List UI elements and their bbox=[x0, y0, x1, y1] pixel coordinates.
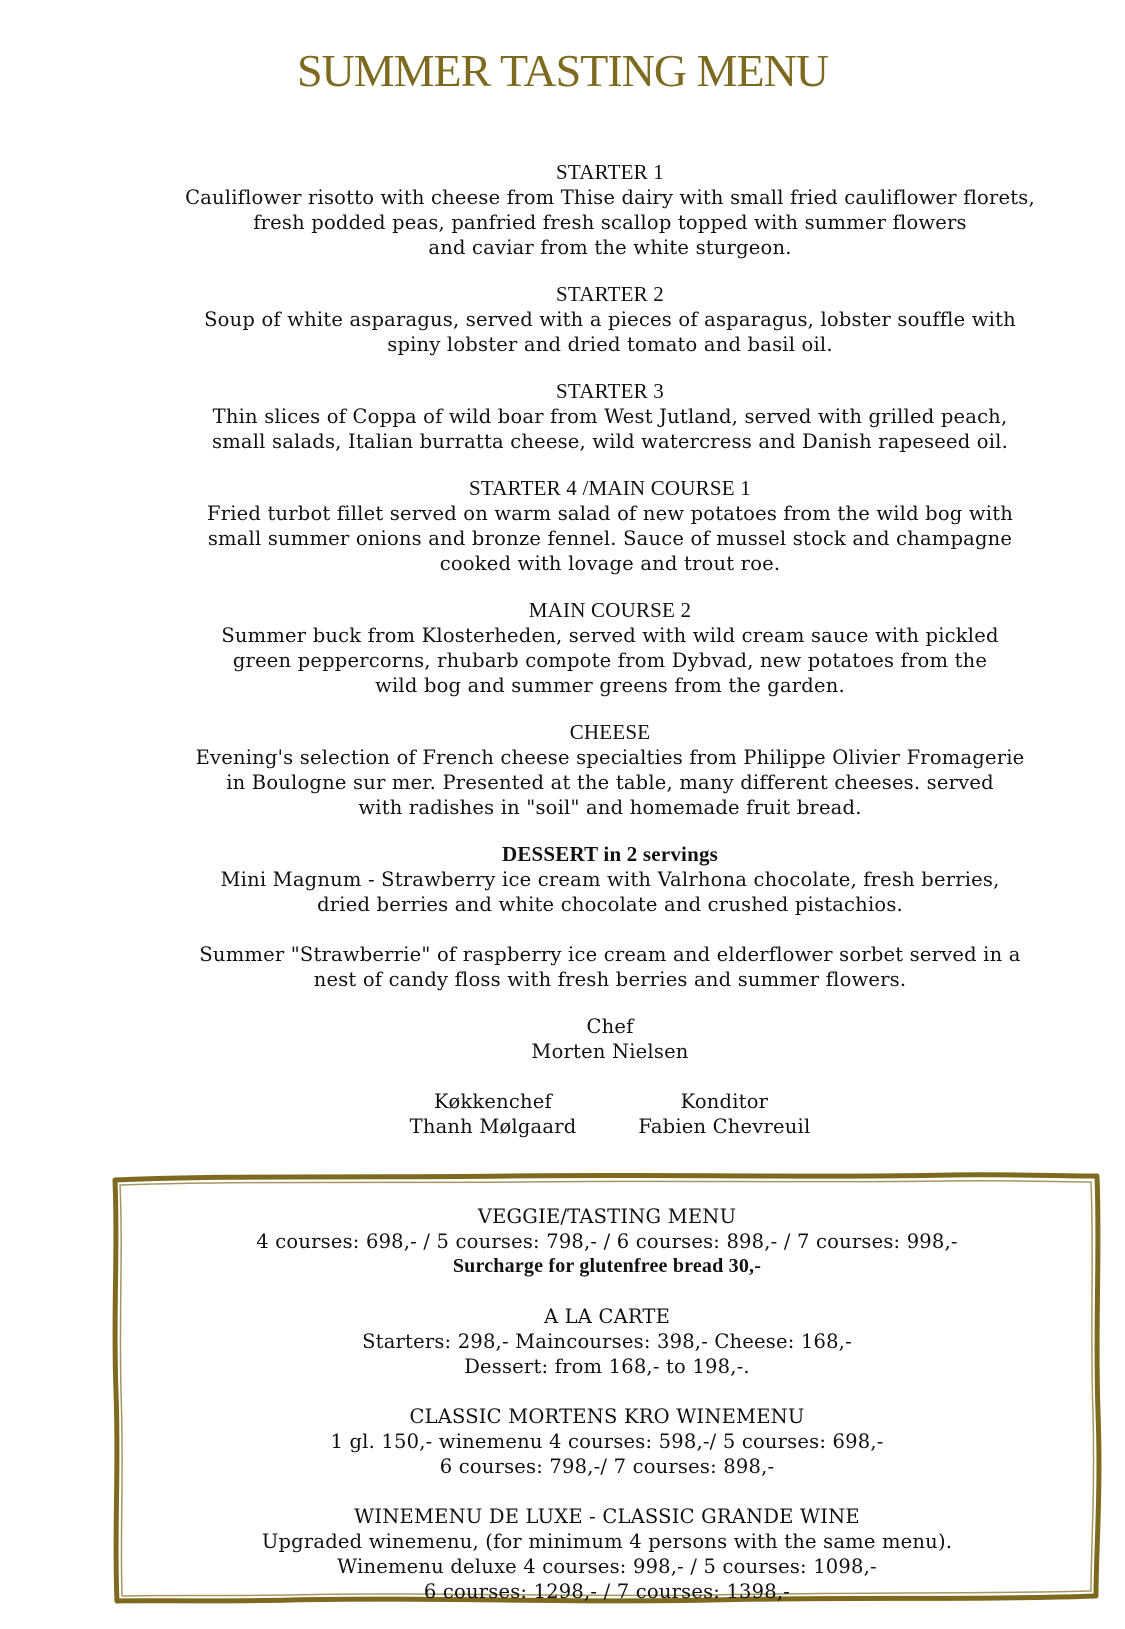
course-starter-2 bbox=[130, 282, 1090, 357]
course-heading: CHEESE bbox=[569, 720, 651, 744]
price-heading: VEGGIE/TASTING MENU bbox=[477, 1205, 737, 1228]
course-description: Mini Magnum - Strawberry ice cream with Valrhona chocolate, fresh berries, dried berries and white chocolate and crushed pistachios. bbox=[220, 868, 1000, 916]
course-description: Fried turbot fillet served on warm salad of new potatoes from the wild bog with small summer onions and bronze fennel. Sauce of mussel stock and champagne cooked with lovage and trout roe. bbox=[206, 502, 1014, 575]
staff-kitchen-chef bbox=[410, 1089, 577, 1139]
price-box bbox=[111, 1172, 1103, 1614]
course-description-second-serving: Summer "Strawberrie" of raspberry ice cream and elderflower sorbet served in a nest of candy floss with fresh berries and summer flowers. bbox=[199, 943, 1021, 991]
price-a-la-carte bbox=[111, 1304, 1103, 1379]
price-deluxe-winemenu bbox=[111, 1504, 1103, 1604]
menu-title: SUMMER TASTING MENU bbox=[296, 45, 829, 96]
course-starter-4-main-1 bbox=[130, 476, 1090, 576]
price-line: 1 gl. 150,- winemenu 4 courses: 598,-/ 5 courses: 698,- bbox=[330, 1430, 884, 1453]
course-heading: STARTER 3 bbox=[556, 379, 664, 403]
course-list bbox=[130, 160, 1090, 1139]
course-heading: MAIN COURSE 2 bbox=[528, 598, 692, 622]
price-line: Starters: 298,- Maincourses: 398,- Cheese: 168,- bbox=[362, 1330, 852, 1353]
course-heading: DESSERT in 2 servings bbox=[501, 842, 719, 866]
chef-name: Morten Nielsen bbox=[531, 1040, 689, 1063]
price-veggie-tasting bbox=[111, 1204, 1103, 1279]
course-description: Soup of white asparagus, served with a pieces of asparagus, lobster souffle with spiny lobster and dried tomato and basil oil. bbox=[204, 308, 1016, 356]
glutenfree-surcharge: Surcharge for glutenfree bread 30,- bbox=[452, 1255, 762, 1277]
staff-row bbox=[130, 1089, 1090, 1139]
price-line: Dessert: from 168,- to 198,-. bbox=[464, 1355, 750, 1378]
staff-name: Fabien Chevreuil bbox=[638, 1115, 811, 1138]
chef-signature bbox=[130, 1014, 1090, 1064]
price-heading: A LA CARTE bbox=[543, 1305, 671, 1328]
price-line: Winemenu deluxe 4 courses: 998,- / 5 courses: 1098,- bbox=[337, 1555, 877, 1578]
course-starter-1 bbox=[130, 160, 1090, 260]
staff-role: Køkkenchef bbox=[434, 1090, 552, 1113]
course-cheese bbox=[130, 720, 1090, 820]
price-line: 4 courses: 698,- / 5 courses: 798,- / 6 courses: 898,- / 7 courses: 998,- bbox=[256, 1230, 958, 1253]
staff-role: Konditor bbox=[680, 1090, 769, 1113]
staff-pastry-chef bbox=[638, 1089, 810, 1139]
course-description: Cauliflower risotto with cheese from Thise dairy with small fried cauliflower florets, fresh podded peas, panfried fresh scallop topped with summer flowers and caviar from the white sturgeon. bbox=[185, 186, 1035, 259]
course-dessert bbox=[130, 842, 1090, 992]
price-list bbox=[111, 1204, 1103, 1629]
price-heading: WINEMENU DE LUXE - CLASSIC GRANDE WINE bbox=[354, 1505, 860, 1528]
course-description: Thin slices of Coppa of wild boar from West Jutland, served with grilled peach, small salads, Italian burratta cheese, wild watercress and Danish rapeseed oil. bbox=[212, 405, 1008, 453]
course-description: Evening's selection of French cheese specialties from Philippe Olivier Fromagerie in Boulogne sur mer. Presented at the table, many different cheeses. served with radishes in "soil" and homemade fruit bread. bbox=[195, 746, 1025, 819]
chef-role: Chef bbox=[586, 1015, 634, 1038]
price-line: 6 courses: 1298,- / 7 courses: 1398,- bbox=[423, 1580, 791, 1603]
price-classic-winemenu bbox=[111, 1404, 1103, 1479]
course-heading: STARTER 1 bbox=[556, 160, 664, 184]
price-heading: CLASSIC MORTENS KRO WINEMENU bbox=[409, 1405, 805, 1428]
course-description: Summer buck from Klosterheden, served with wild cream sauce with pickled green peppercorns, rhubarb compote from Dybvad, new potatoes from the wild bog and summer greens from the garden. bbox=[221, 624, 999, 697]
course-main-2 bbox=[130, 598, 1090, 698]
staff-name: Thanh Mølgaard bbox=[409, 1115, 577, 1138]
course-starter-3 bbox=[130, 379, 1090, 454]
price-line: 6 courses: 798,-/ 7 courses: 898,- bbox=[439, 1455, 775, 1478]
course-heading: STARTER 4 /MAIN COURSE 1 bbox=[469, 476, 751, 500]
price-line: Upgraded winemenu, (for minimum 4 persons with the same menu). bbox=[261, 1530, 953, 1553]
course-heading: STARTER 2 bbox=[556, 282, 664, 306]
